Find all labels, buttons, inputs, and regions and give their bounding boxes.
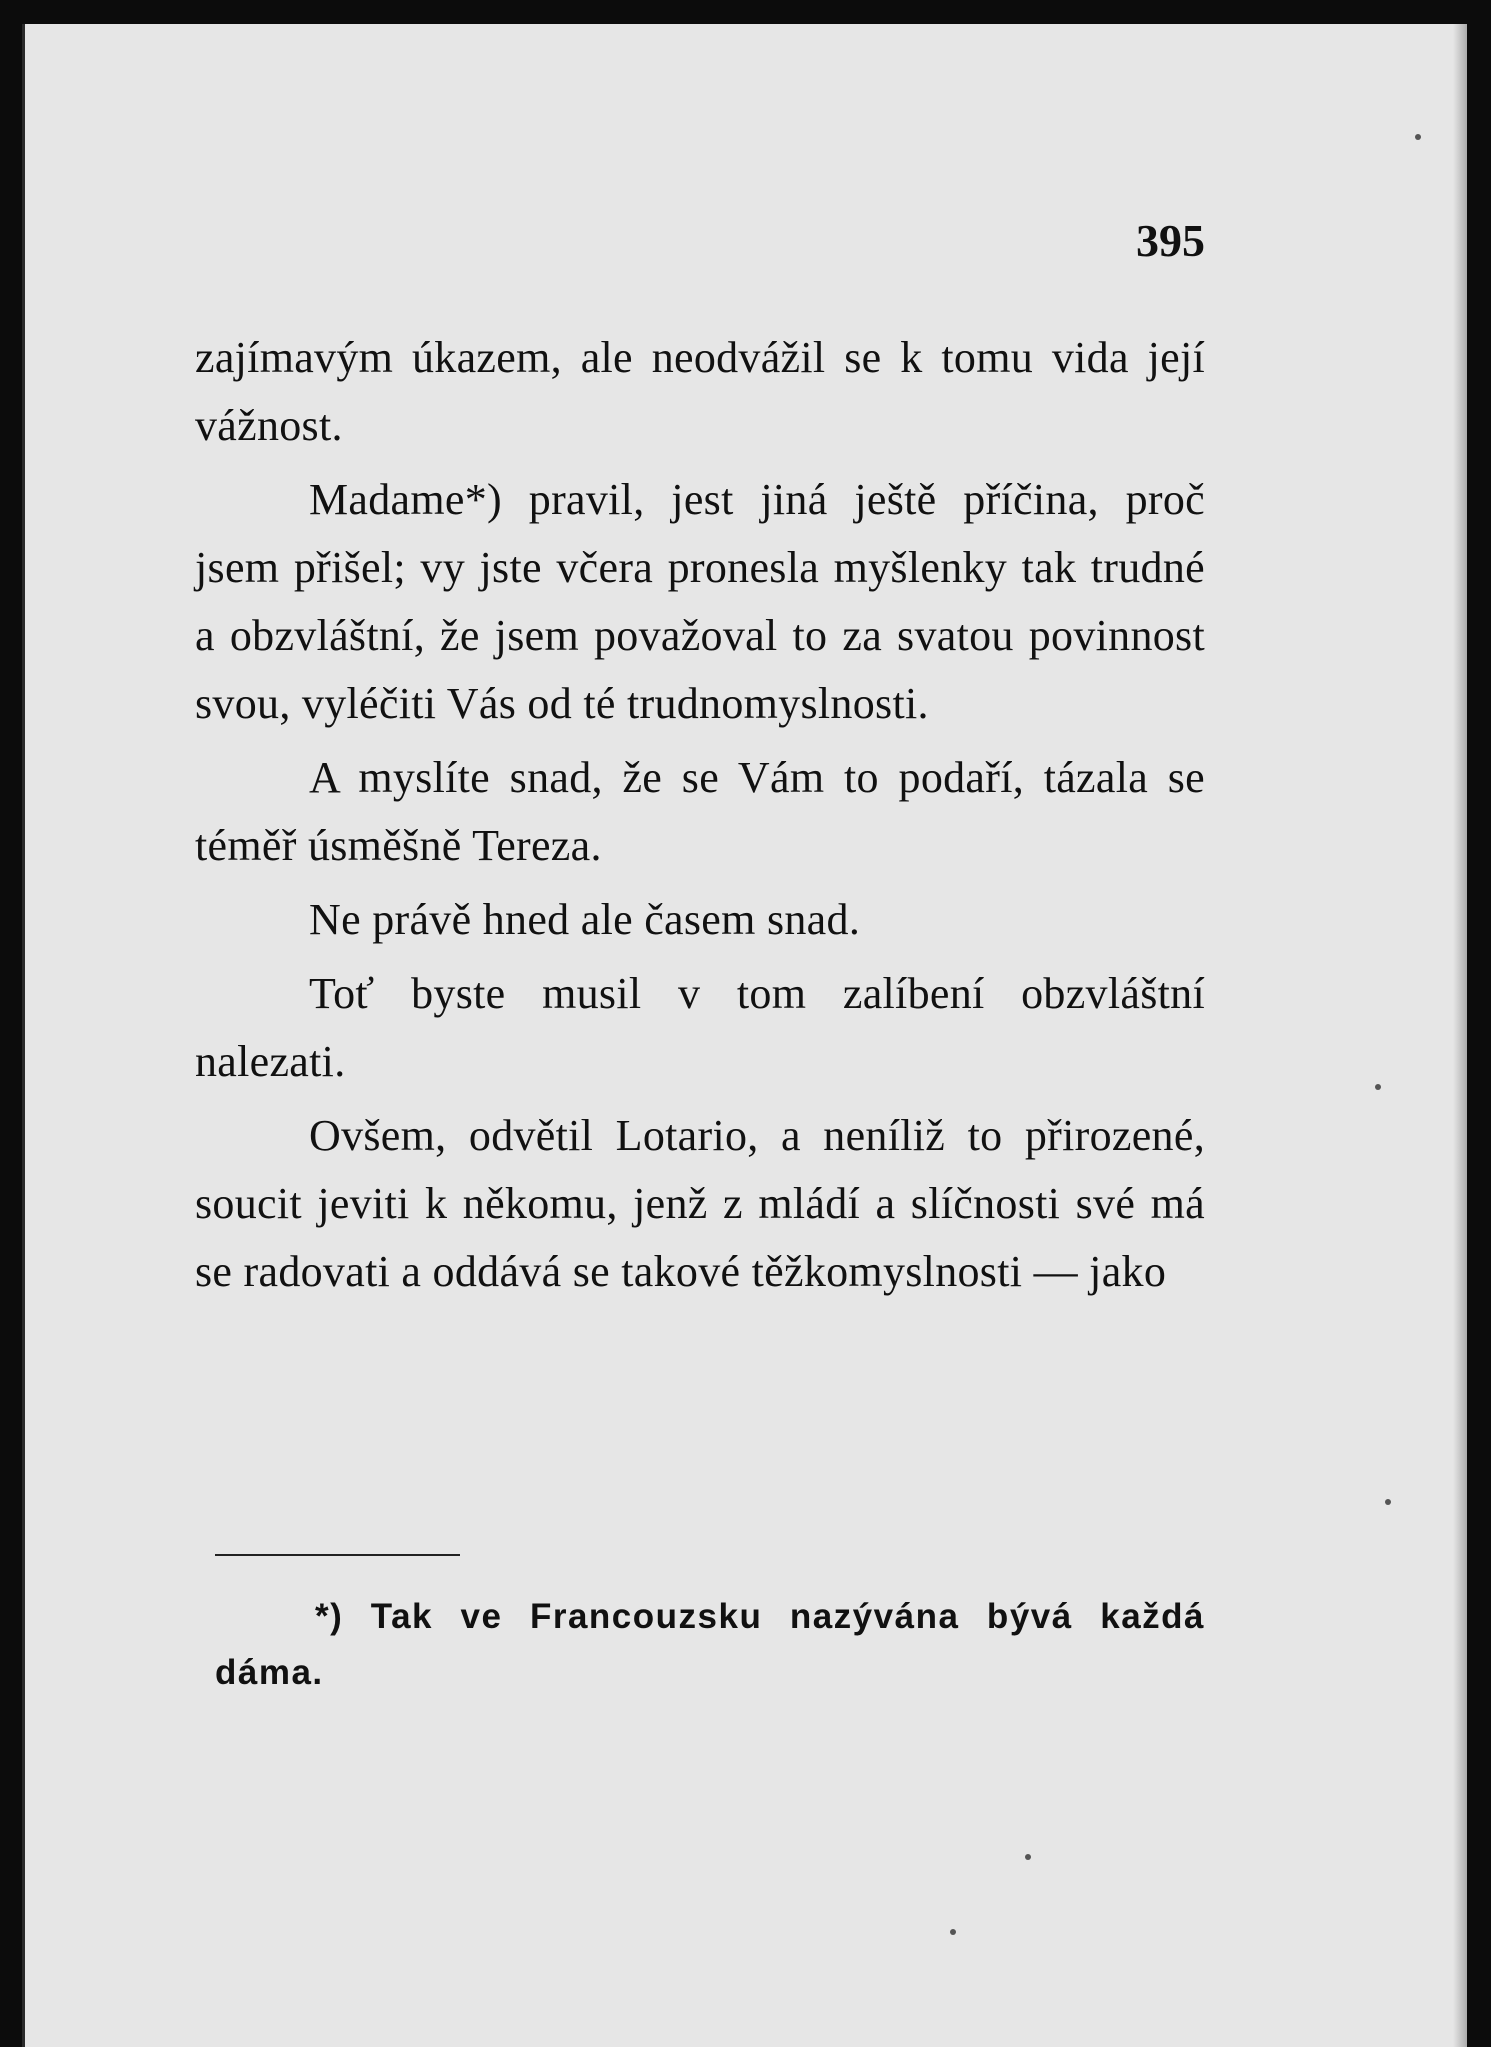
book-page (22, 24, 1467, 2047)
footnote (215, 1589, 1205, 1701)
paper-speck (950, 1929, 956, 1935)
paragraph: Ovšem, odvětil Lotario, a neníliž to přirozené, soucit jeviti k někomu, jenž z mládí a slíčnosti své má se radovati a oddává se takové těžkomyslnosti — jako (195, 1111, 1205, 1296)
paper-speck (1375, 1084, 1381, 1090)
footnote-rule (215, 1554, 460, 1556)
paper-speck (1025, 1854, 1031, 1860)
paragraph: Toť byste musil v tom zalíbení obzvláštní nalezati. (195, 969, 1205, 1086)
paragraph: Ne právě hned ale časem snad. (309, 895, 861, 944)
paragraph: A myslíte snad, že se Vám to podaří, tázala se téměř úsměšně Tereza. (195, 753, 1205, 870)
paper-speck (1385, 1499, 1391, 1505)
paper-speck (1415, 134, 1421, 140)
paragraph: Madame*) pravil, jest jiná ještě příčina, proč jsem přišel; vy jste včera pronesla myšlenky tak trudné a obzvláštní, že jsem považoval to za svatou povinnost svou, vyléčiti Vás od té trudnomyslnosti. (195, 475, 1205, 728)
footnote-text: *) Tak ve Francouzsku nazývána bývá každá dáma. (215, 1597, 1205, 1692)
paragraph: zajímavým úkazem, ale neodvážil se k tomu vida její vážnost. (195, 333, 1205, 450)
page-number: 395 (1136, 215, 1205, 266)
body-text (195, 324, 1205, 1312)
